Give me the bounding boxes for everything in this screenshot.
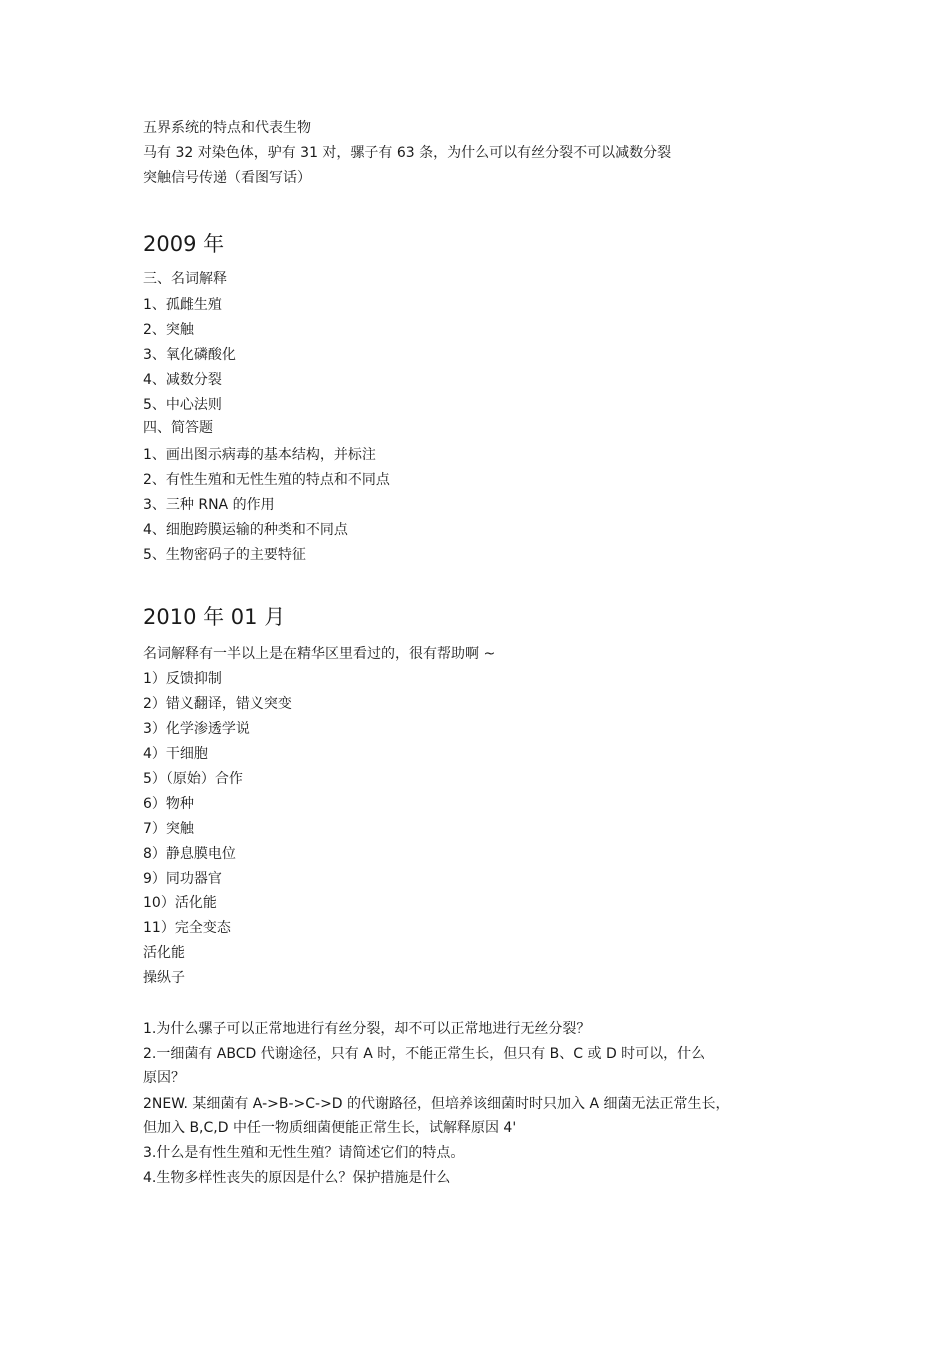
section-title-questions-2009: 四、简答题 <box>143 420 213 436</box>
question-item: 5、生物密码子的主要特征 <box>143 547 306 563</box>
question-item: 2、有性生殖和无性生殖的特点和不同点 <box>143 472 390 488</box>
heading-2009: 2009 年 <box>143 232 225 256</box>
question-item: 4.生物多样性丧失的原因是什么？保护措施是什么 <box>143 1170 451 1186</box>
term-item: 2、突触 <box>143 322 194 338</box>
term-item: 7）突触 <box>143 821 194 837</box>
term-item: 1）反馈抑制 <box>143 671 222 687</box>
intro-line-chromosomes: 马有 32 对染色体，驴有 31 对，骡子有 63 条，为什么可以有丝分裂不可以减数分裂 <box>143 145 672 161</box>
term-item: 1、孤雌生殖 <box>143 297 222 313</box>
term-item: 3、氧化磷酸化 <box>143 347 236 363</box>
term-item: 操纵子 <box>143 970 185 986</box>
question-item-continued: 但加入 B,C,D 中任一物质细菌便能正常生长，试解释原因 4' <box>143 1120 517 1136</box>
question-item: 2.一细菌有 ABCD 代谢途径，只有 A 时，不能正常生长，但只有 B、C 或 D 时可以，什么 <box>143 1046 706 1062</box>
term-item: 11）完全变态 <box>143 920 231 936</box>
term-item: 活化能 <box>143 945 185 961</box>
term-item: 4）干细胞 <box>143 746 208 762</box>
term-item: 8）静息膜电位 <box>143 846 236 862</box>
term-item: 5、中心法则 <box>143 397 222 413</box>
question-item: 3、三种 RNA 的作用 <box>143 497 275 513</box>
term-item: 2）错义翻译，错义突变 <box>143 696 292 712</box>
question-item: 1、画出图示病毒的基本结构，并标注 <box>143 447 376 463</box>
section-title-terms-2009: 三、名词解释 <box>143 271 227 287</box>
term-item: 5）（原始）合作 <box>143 771 243 787</box>
question-item: 1.为什么骡子可以正常地进行有丝分裂，却不可以正常地进行无丝分裂？ <box>143 1021 591 1037</box>
question-item: 3.什么是有性生殖和无性生殖？请简述它们的特点。 <box>143 1145 465 1161</box>
term-item: 9）同功器官 <box>143 871 222 887</box>
term-item: 10）活化能 <box>143 895 217 911</box>
term-item: 3）化学渗透学说 <box>143 721 250 737</box>
intro-line-five-kingdoms: 五界系统的特点和代表生物 <box>143 120 311 136</box>
question-item-continued: 原因？ <box>143 1070 185 1086</box>
intro-line-synapse: 突触信号传递（看图写话） <box>143 170 311 186</box>
question-item: 2NEW. 某细菌有 A->B->C->D 的代谢路径，但培养该细菌时时只加入 A 细菌无法正常生长， <box>143 1096 730 1112</box>
note-line: 名词解释有一半以上是在精华区里看过的，很有帮助啊 ~ <box>143 646 496 662</box>
term-item: 6）物种 <box>143 796 194 812</box>
term-item: 4、减数分裂 <box>143 372 222 388</box>
question-item: 4、细胞跨膜运输的种类和不同点 <box>143 522 348 538</box>
heading-2010-01: 2010 年 01 月 <box>143 605 286 629</box>
